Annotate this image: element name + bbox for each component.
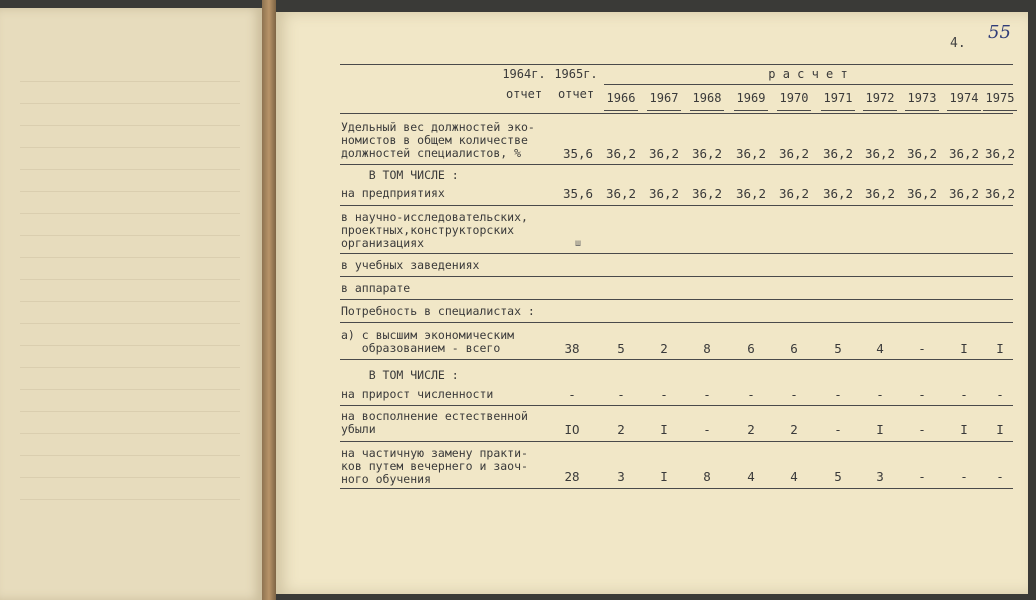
table-cell: - — [876, 387, 884, 402]
row-label-growth: на прирост численности — [341, 387, 494, 401]
rule-enterprises — [340, 205, 1013, 206]
table-cell: 4 — [876, 341, 884, 356]
calc-underline — [604, 84, 1013, 85]
table-cell: 36,2 — [822, 146, 854, 161]
cell-1965-enterprises: 35,6 — [562, 186, 594, 201]
table-top-rule — [340, 64, 1013, 65]
table-cell: 5 — [834, 469, 842, 484]
table-cell: 36,2 — [691, 146, 723, 161]
table-cell: 36,2 — [906, 146, 938, 161]
table-cell: 36,2 — [984, 186, 1016, 201]
rule-share — [340, 164, 1013, 165]
table-cell: 2 — [747, 422, 755, 437]
table-cell: 36,2 — [864, 186, 896, 201]
cell-1965-replacement: 28 — [564, 469, 580, 484]
rule-growth — [340, 405, 1013, 406]
year-underline — [647, 110, 681, 111]
table-cell: 3 — [876, 469, 884, 484]
year-underline — [863, 110, 897, 111]
row-label-share: Удельный вес должностей эко- номистов в общем количестве должностей специалистов, % — [341, 120, 535, 160]
row-label-incl-1: В ТОМ ЧИСЛЕ : — [341, 168, 459, 182]
table-cell: - — [834, 387, 842, 402]
table-cell: 4 — [747, 469, 755, 484]
rule-higher — [340, 359, 1013, 360]
cell-1965-growth: - — [568, 387, 576, 402]
year-header: 1973 — [907, 91, 937, 105]
table-cell: 6 — [747, 341, 755, 356]
cell-1965-attrition: IO — [564, 422, 580, 437]
table-cell: I — [960, 341, 968, 356]
table-cell: - — [996, 469, 1004, 484]
table-cell: I — [876, 422, 884, 437]
archive-number: 55 — [988, 22, 1011, 43]
table-cell: - — [918, 341, 926, 356]
table-bottom-rule — [340, 488, 1013, 489]
col-1964-header: 1964г. — [502, 67, 546, 81]
table-cell: - — [790, 387, 798, 402]
table-cell: - — [996, 387, 1004, 402]
table-cell: 36,2 — [906, 186, 938, 201]
table-cell: - — [960, 387, 968, 402]
table-cell: 36,2 — [778, 146, 810, 161]
header-bottom-rule — [340, 113, 1013, 114]
table-cell: 5 — [617, 341, 625, 356]
left-page — [0, 8, 262, 600]
row-label-enterprises: на предприятиях — [341, 186, 445, 200]
year-header: 1970 — [779, 91, 809, 105]
table-cell: - — [918, 422, 926, 437]
year-underline — [604, 110, 638, 111]
cell-1965-higher: 38 — [564, 341, 580, 356]
table-cell: 36,2 — [778, 186, 810, 201]
table-cell: - — [834, 422, 842, 437]
table-cell: 6 — [790, 341, 798, 356]
table-cell: 36,2 — [822, 186, 854, 201]
cell-1965-share: 35,6 — [562, 146, 594, 161]
table-cell: - — [703, 387, 711, 402]
table-cell: I — [660, 469, 668, 484]
table-cell: 36,2 — [648, 146, 680, 161]
col-1965-header: 1965г. — [554, 67, 598, 81]
table-cell: 5 — [834, 341, 842, 356]
table-cell: 36,2 — [605, 146, 637, 161]
row-label-replacement: на частичную замену практи- ков путем вечернего и заоч- ного обучения — [341, 446, 528, 486]
year-underline — [905, 110, 939, 111]
table-cell: 36,2 — [691, 186, 723, 201]
year-underline — [734, 110, 768, 111]
rule-research — [340, 253, 1013, 254]
row-label-incl-2: В ТОМ ЧИСЛЕ : — [341, 368, 459, 382]
table-cell: I — [996, 422, 1004, 437]
rule-attrition — [340, 441, 1013, 442]
year-header: 1967 — [649, 91, 679, 105]
table-cell: 36,2 — [864, 146, 896, 161]
table-cell: I — [660, 422, 668, 437]
col-1964-subheader: отчет — [505, 87, 543, 101]
row-label-education: в учебных заведениях — [341, 258, 480, 272]
table-cell: 36,2 — [735, 146, 767, 161]
table-cell: I — [996, 341, 1004, 356]
year-header: 1969 — [736, 91, 766, 105]
year-header: 1968 — [692, 91, 722, 105]
show-through-text — [20, 68, 240, 508]
year-header: 1971 — [823, 91, 853, 105]
table-cell: I — [960, 422, 968, 437]
year-underline — [777, 110, 811, 111]
year-underline — [821, 110, 855, 111]
cell-1965-research: ш — [574, 238, 582, 249]
rule-apparatus — [340, 299, 1013, 300]
table-cell: 3 — [617, 469, 625, 484]
row-label-higher: а) с высшим экономическим образованием - всего — [341, 328, 515, 355]
book-spine — [262, 0, 276, 600]
table-cell: - — [660, 387, 668, 402]
table-cell: 36,2 — [735, 186, 767, 201]
rule-education — [340, 276, 1013, 277]
year-header: 1966 — [606, 91, 636, 105]
year-underline — [983, 110, 1017, 111]
table-cell: - — [617, 387, 625, 402]
table-cell: 2 — [617, 422, 625, 437]
table-cell: - — [703, 422, 711, 437]
year-underline — [690, 110, 724, 111]
table-cell: 4 — [790, 469, 798, 484]
table-cell: 36,2 — [648, 186, 680, 201]
page-number: 4. — [950, 36, 966, 51]
rule-need — [340, 322, 1013, 323]
table-cell: - — [747, 387, 755, 402]
row-label-need: Потребность в специалистах : — [341, 304, 535, 318]
year-header: 1974 — [949, 91, 979, 105]
row-label-attrition: на восполнение естественной убыли — [341, 409, 528, 436]
table-cell: - — [918, 469, 926, 484]
year-header: 1972 — [865, 91, 895, 105]
year-underline — [947, 110, 981, 111]
table-cell: 36,2 — [948, 186, 980, 201]
table-cell: 8 — [703, 469, 711, 484]
table-cell: 36,2 — [605, 186, 637, 201]
table-cell: 2 — [660, 341, 668, 356]
table-cell: 2 — [790, 422, 798, 437]
table-cell: - — [960, 469, 968, 484]
table-cell: 8 — [703, 341, 711, 356]
row-label-apparatus: в аппарате — [341, 281, 411, 295]
col-1965-subheader: отчет — [557, 87, 595, 101]
table-cell: - — [918, 387, 926, 402]
calc-header: р а с ч е т — [768, 67, 848, 81]
row-label-research: в научно-исследовательских, проектных,конструкторских организациях — [341, 210, 528, 250]
year-header: 1975 — [985, 91, 1015, 105]
table-cell: 36,2 — [984, 146, 1016, 161]
table-cell: 36,2 — [948, 146, 980, 161]
